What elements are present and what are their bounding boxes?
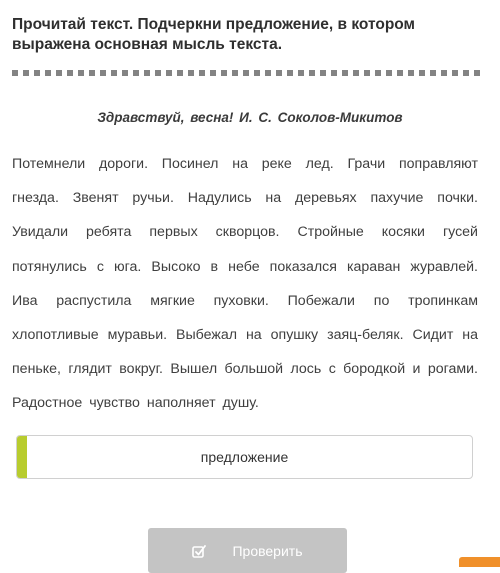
passage-title: Здравствуй, весна! И. С. Соколов-Микитов <box>97 110 403 125</box>
task-instruction: Прочитай текст. Подчеркни предложение, в котором выражена основная мысль текста. <box>12 16 416 53</box>
check-button[interactable] <box>148 528 347 573</box>
check-button-label: Проверить <box>232 542 303 559</box>
answer-slot[interactable] <box>16 435 473 479</box>
answer-label: предложение <box>200 449 289 465</box>
passage-text[interactable]: Потемнели дороги. Посинел на реке лед. Грачи поправляют гнезда. Звенят ручьи. Надулись на деревьях пахучие почки. Увидали ребята первых скворцов. Стройные косяки гусей потянулись с юга. Высоко в небе показался караван журавлей. Ива распустила мягкие пуховки. Побежали по тропинкам хлопотливые муравьи. Выбежал на опушку заяц-беляк. Сидит на пеньке, глядит вокруг. Вышел большой лось с бородкой и рогами. Радостное чувство наполняет душу. <box>12 156 478 412</box>
edit-check-icon <box>192 544 206 558</box>
dashed-divider <box>12 70 482 76</box>
corner-tab[interactable] <box>459 557 500 567</box>
